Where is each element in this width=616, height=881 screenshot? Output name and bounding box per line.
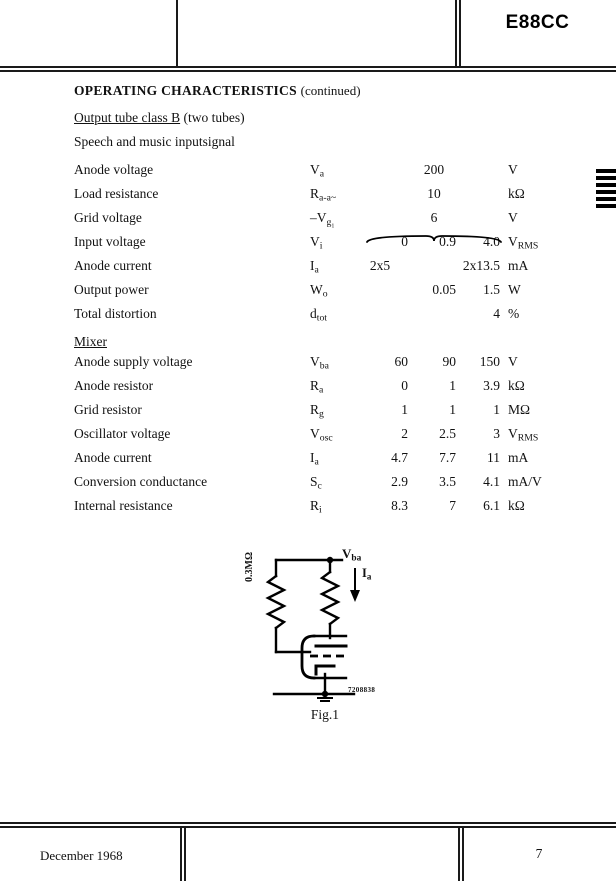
parameter-unit [508, 234, 538, 252]
parameter-symbol-subscript: tot [316, 312, 328, 324]
parameter-value-typ: 7 [449, 498, 456, 513]
parameter-symbol [310, 378, 323, 396]
footer-divider-left-inner [184, 828, 186, 881]
circuit-diagram [244, 542, 400, 702]
parameter-symbol-base: R [310, 402, 320, 417]
subsection-mixer-heading: Mixer [74, 334, 107, 349]
supply-voltage-symbol: V [342, 546, 352, 561]
parameter-unit [508, 426, 538, 444]
drawing-number: 7208838 [348, 686, 376, 694]
parameter-unit-base: W [508, 282, 521, 297]
parameter-value-typ: 0.9 [439, 234, 456, 249]
parameter-symbol [310, 402, 324, 420]
parameter-unit-base: V [508, 354, 518, 369]
parameter-symbol-subscript: osc [319, 432, 333, 444]
parameter-value-min: 60 [394, 354, 408, 369]
parameter-value-min: 2x5 [369, 258, 391, 273]
parameter-label: Conversion conductance [74, 474, 208, 489]
supply-voltage-subscript: ba [351, 553, 362, 564]
parameter-symbol-base: R [310, 498, 320, 513]
parameter-symbol [310, 186, 336, 204]
parameter-label: Input voltage [74, 234, 146, 249]
parameter-value-typ: 1 [449, 402, 456, 417]
parameter-value-typ: 3.5 [439, 474, 456, 489]
parameter-row [0, 472, 616, 496]
parameter-row [0, 376, 616, 400]
parameter-unit [508, 474, 542, 490]
header-rule-upper [0, 66, 616, 68]
parameter-symbol [310, 162, 324, 180]
subsection-class-b-label: Output tube class B [74, 110, 181, 125]
parameter-value-center: 200 [423, 162, 445, 177]
parameter-row [0, 448, 616, 472]
parameter-value-min: 8.3 [391, 498, 408, 513]
parameter-value-max: 4.1 [483, 474, 500, 489]
parameter-symbol-subscript: ba [319, 360, 329, 372]
parameter-unit-subscript: RMS [517, 432, 539, 444]
parameter-unit [508, 354, 518, 370]
supply-voltage-label [342, 546, 361, 564]
parameter-label: Grid voltage [74, 210, 142, 225]
parameter-row [0, 160, 616, 184]
parameter-unit-base: kΩ [508, 378, 525, 393]
parameter-symbol-subscript-2: 1 [331, 223, 335, 230]
parameter-symbol [310, 474, 322, 492]
parameter-symbol-subscript: a-a~ [319, 192, 337, 204]
parameter-symbol-base: V [310, 162, 320, 177]
parameter-value-min: 0 [401, 234, 408, 249]
parameter-symbol [310, 282, 328, 300]
parameter-label: Anode current [74, 258, 152, 273]
parameter-symbol-base: V [310, 234, 320, 249]
parameter-value-max: 1.5 [483, 282, 500, 297]
parameter-value-max: 11 [487, 450, 500, 465]
parameter-symbol-subscript: i [319, 504, 322, 516]
parameter-row [0, 496, 616, 520]
parameter-unit-base: % [508, 306, 520, 321]
parameter-value-min: 2.9 [391, 474, 408, 489]
parameter-symbol-subscript: a [319, 168, 325, 180]
parameter-value-max: 150 [479, 354, 500, 369]
parameter-unit-base: MΩ [508, 402, 531, 417]
parameter-value-max: 2x13.5 [462, 258, 500, 273]
part-number: E88CC [505, 12, 570, 33]
parameter-label: Anode resistor [74, 378, 154, 393]
parameter-symbol-subscript: o [322, 288, 328, 300]
parameter-label: Grid resistor [74, 402, 142, 417]
parameter-label: Oscillator voltage [74, 426, 171, 441]
parameter-symbol [310, 498, 322, 516]
parameter-symbol-base: V [310, 426, 320, 441]
footer-page-number: 7 [535, 846, 543, 861]
parameter-unit [508, 210, 518, 226]
parameter-value-max: 6.1 [483, 498, 500, 513]
parameter-symbol-base: d [310, 306, 317, 321]
header-divider-right-inner [459, 0, 461, 68]
footer-rule-lower [0, 826, 616, 828]
parameter-symbol [310, 210, 334, 229]
parameter-unit [508, 378, 525, 394]
parameter-row [0, 208, 616, 232]
parameter-value-min: 1 [401, 402, 408, 417]
parameter-label: Anode current [74, 450, 152, 465]
parameter-unit-base: V [508, 210, 518, 225]
parameter-symbol [310, 354, 329, 372]
section-title-text: OPERATING CHARACTERISTICS [74, 83, 297, 98]
parameter-row [0, 184, 616, 208]
parameter-symbol-subscript: a [314, 264, 319, 276]
parameter-symbol-subscript: g1 [326, 216, 335, 230]
footer-date: December 1968 [40, 848, 123, 863]
parameter-unit-base: V [508, 234, 518, 249]
subsection-class-b-suffix: (two tubes) [183, 110, 245, 125]
parameter-label: Anode supply voltage [74, 354, 193, 369]
parameter-value-typ: 90 [442, 354, 456, 369]
parameter-symbol-base: V [316, 210, 327, 225]
parameter-unit-base: mA/V [508, 474, 542, 489]
parameter-symbol-base: I [310, 258, 315, 273]
value-brace [366, 230, 502, 239]
parameter-label: Total distortion [74, 306, 157, 321]
parameter-unit-base: V [508, 426, 518, 441]
parameter-unit-base: kΩ [508, 186, 525, 201]
anode-current-subscript: a [366, 571, 372, 582]
parameter-unit [508, 498, 525, 514]
parameter-symbol [310, 258, 319, 276]
footer-divider-right [458, 828, 460, 881]
footer-divider-left [180, 828, 182, 881]
figure-caption: Fig.1 [310, 707, 340, 722]
parameter-unit [508, 258, 528, 274]
parameter-value-min: 0 [401, 378, 408, 393]
parameter-row [0, 256, 616, 280]
parameter-symbol-subscript: g [319, 408, 324, 420]
parameter-value-typ: 7.7 [439, 450, 456, 465]
parameter-symbol-base: R [310, 186, 320, 201]
parameter-value-max: 1 [493, 402, 500, 417]
parameter-unit-base: mA [508, 258, 529, 273]
parameter-unit-base: kΩ [508, 498, 525, 513]
parameter-unit [508, 306, 519, 322]
parameter-symbol-base: W [310, 282, 323, 297]
table-class-b [0, 160, 616, 328]
parameter-value-typ: 2.5 [439, 426, 456, 441]
parameter-value-center: 6 [430, 210, 438, 225]
parameter-symbol [310, 306, 327, 324]
parameter-symbol-subscript: a [314, 456, 319, 468]
parameter-symbol [310, 426, 333, 444]
parameter-label: Internal resistance [74, 498, 173, 513]
parameter-unit [508, 402, 530, 418]
header-divider-left [176, 0, 178, 68]
parameter-unit-base: mA [508, 450, 529, 465]
parameter-unit [508, 450, 528, 466]
parameter-symbol-prefix: – [310, 210, 317, 225]
parameter-label: Load resistance [74, 186, 159, 201]
parameter-unit [508, 186, 525, 202]
section-title [74, 83, 361, 99]
header-rule-lower [0, 70, 616, 72]
parameter-row [0, 400, 616, 424]
parameter-symbol-subscript: c [317, 480, 322, 492]
grid-resistor-value-label: 0.3MΩ [244, 552, 255, 582]
parameter-value-typ: 0.05 [432, 282, 456, 297]
parameter-unit [508, 162, 518, 178]
parameter-row [0, 232, 616, 256]
parameter-row [0, 352, 616, 376]
anode-current-label [362, 566, 371, 582]
parameter-label: Output power [74, 282, 149, 297]
signal-note: Speech and music inputsignal [74, 134, 235, 149]
parameter-symbol-subscript: a [319, 384, 324, 396]
parameter-row [0, 280, 616, 304]
parameter-value-max: 4 [493, 306, 500, 321]
parameter-symbol-subscript: i [319, 240, 323, 252]
parameter-unit [508, 282, 521, 298]
header-divider-right [455, 0, 457, 68]
parameter-value-max: 3.9 [483, 378, 500, 393]
parameter-symbol-base: R [310, 378, 320, 393]
parameter-value-typ: 1 [449, 378, 456, 393]
parameter-value-min: 2 [401, 426, 408, 441]
parameter-symbol-base: I [310, 450, 315, 465]
parameter-row [0, 304, 616, 328]
anode-current-symbol: I [362, 566, 367, 580]
parameter-symbol [310, 234, 322, 252]
parameter-symbol-base: V [310, 354, 320, 369]
parameter-row [0, 424, 616, 448]
parameter-symbol [310, 450, 319, 468]
parameter-label: Anode voltage [74, 162, 154, 177]
parameter-value-max: 4.0 [483, 234, 500, 249]
footer-rule-upper [0, 822, 616, 824]
parameter-value-min: 4.7 [391, 450, 408, 465]
parameter-value-max: 3 [493, 426, 500, 441]
parameter-unit-subscript: RMS [517, 240, 539, 252]
table-mixer [0, 352, 616, 520]
parameter-unit-base: V [508, 162, 518, 177]
parameter-value-center: 10 [427, 186, 441, 201]
subsection-class-b-heading [74, 110, 245, 126]
section-title-suffix: (continued) [300, 83, 361, 98]
parameter-symbol-base: S [310, 474, 318, 489]
